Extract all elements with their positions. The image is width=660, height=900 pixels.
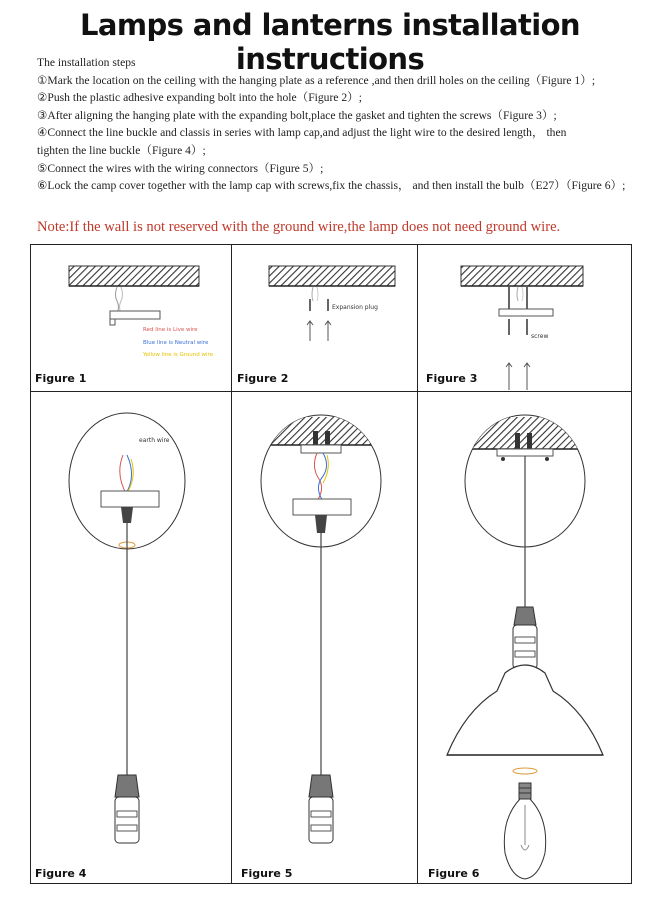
figure-3-label: Figure 3 [426,372,478,385]
figure-6-illustration [447,415,603,879]
line-buckle [315,515,327,533]
figure-5-illustration [259,415,383,843]
figure-5-label: Figure 5 [241,867,293,880]
step-4-continued: tighten the line buckle（Figure 4）; [37,143,206,157]
earth-wire-label: earth wire [139,437,170,444]
expansion-plug-label: Expansion plug [332,304,378,311]
hanging-plate [499,309,553,316]
step-6: ⑥Lock the camp cover together with the lamp cap with screws,fix the chassis， and then install the bulb（E27）（Figure 6）; [37,179,626,193]
ceiling [259,417,383,445]
lampshade [447,665,603,755]
lamp-holder [513,625,537,669]
ceiling [69,266,199,286]
step-3: ③After aligning the hanging plate with the expanding bolt,place the gasket and tighten the screws（Figure 3）; [37,108,557,122]
figure-2-label: Figure 2 [237,372,289,385]
figure-1-label: Figure 1 [35,372,87,385]
figure-6-label: Figure 6 [428,867,480,880]
hanging-plate [110,311,160,319]
figures-grid [30,244,632,884]
page-title: Lamps and lanterns installation instructions [80,8,580,76]
neutral-wire-label: Blue line is Neutral wire [143,340,209,346]
step-1: ①Mark the location on the ceiling with the hanging plate as a reference ,and then drill holes on the ceiling（Figure 1）; [37,73,596,87]
bulb-arrow [513,768,537,774]
figure-4-label: Figure 4 [35,867,87,880]
figure-1-illustration [69,266,199,325]
chassis [101,491,159,507]
step-2: ②Push the plastic adhesive expanding bolt into the hole（Figure 2）; [37,91,362,105]
step-5: ⑤Connect the wires with the wiring connectors（Figure 5）; [37,161,324,175]
ceiling [463,417,587,449]
figure-4-illustration [69,413,185,843]
figures-illustration [31,245,631,883]
lamp-cap-top [115,775,139,797]
live-wire-label: Red line is Live wire [143,327,198,333]
bulb-base [519,783,531,799]
ceiling [269,266,395,286]
chassis [293,499,351,515]
lamp-cap [514,607,536,625]
lamp-holder [309,797,333,843]
installation-steps [37,54,653,195]
screw-label: screw [531,333,549,340]
steps-heading: The installation steps [37,56,136,69]
ceiling [461,266,583,286]
step-4: ④Connect the line buckle and classis in series with lamp cap,and adjust the light wire to the desired length， then [37,126,567,140]
ground-wire-note: Note:If the wall is not reserved with the ground wire,the lamp does not need ground wire. [37,219,561,235]
line-buckle [121,507,133,523]
figure-3-illustration [461,266,583,390]
lamp-cap-top [309,775,333,797]
ground-wire-label: Yellow line is Ground wire [143,352,214,358]
lamp-holder [115,797,139,843]
